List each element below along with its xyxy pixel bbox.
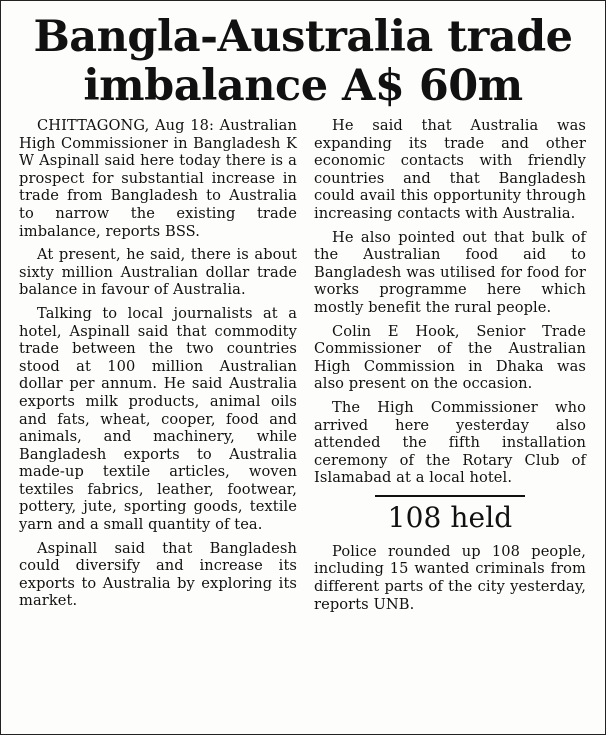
article-paragraph: CHITTAGONG, Aug 18: Australian High Commissioner in Bangladesh K W Aspinall said here today there is a prospect for substantial increase in trade from Bangladesh to Australia to narrow the existing trade imbalance, reports BSS. (19, 117, 297, 240)
article-paragraph: Colin E Hook, Senior Trade Commissioner of the Australian High Commission in Dhaka was also present on the occasion. (314, 322, 586, 393)
article-paragraph: He also pointed out that bulk of the Australian food aid to Bangladesh was utilised for food for works programme here which mostly benefit the rural people. (314, 228, 586, 316)
headline: Bangla-Australia trade imbalance A$ 60m (33, 12, 573, 111)
second-story-headline: 108 held (387, 500, 513, 534)
section-divider (375, 495, 525, 497)
article-paragraph: Aspinall said that Bangladesh could diversify and increase its exports to Australia by exploring its market. (19, 539, 297, 610)
column-left (19, 117, 297, 616)
article-paragraph: At present, he said, there is about sixty million Australian dollar trade balance in favour of Australia. (19, 246, 297, 299)
second-story-paragraph: Police rounded up 108 people, including 15 wanted criminals from different parts of the city yesterday, reports UNB. (314, 542, 586, 613)
article-paragraph: He said that Australia was expanding its trade and other economic contacts with friendly countries and that Bangladesh could avail this opportunity through increasing contacts with Australia. (314, 117, 586, 222)
article-paragraph: The High Commissioner who arrived here yesterday also attended the fifth installation ceremony of the Rotary Club of Islamabad at a local hotel. (314, 398, 586, 487)
column-right (314, 117, 586, 619)
article-paragraph: Talking to local journalists at a hotel, Aspinall said that commodity trade between the two countries stood at 100 million Australian dollar per annum. He said Australia exports milk products, animal oils and fats, wheat, cooper, food and animals, and machinery, while Bangladesh exports to Australia made-up textile articles, woven textiles fabrics, leather, footwear, pottery, jute, sporting goods, textile yarn and a small quantity of tea. (19, 304, 297, 534)
